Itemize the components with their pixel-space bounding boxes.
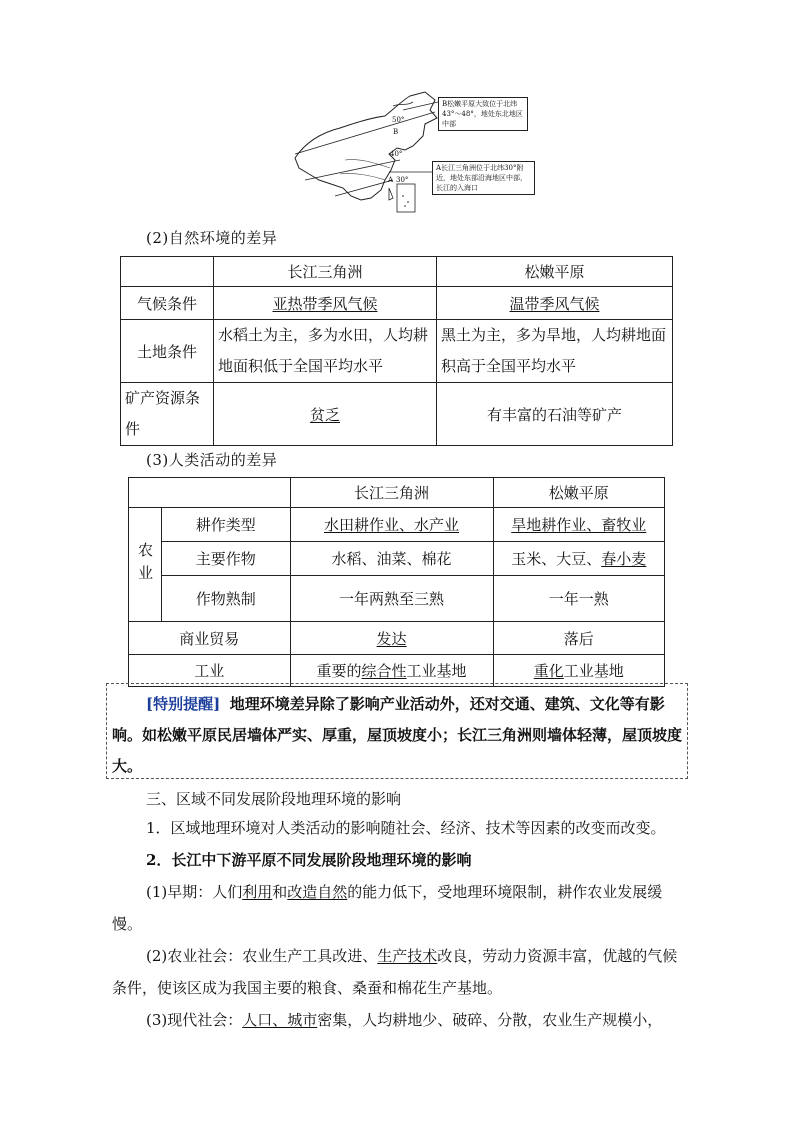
cell-trade-songnen: 落后 — [493, 622, 664, 655]
paragraph-2: 2．长江中下游平原不同发展阶段地理环境的影响 — [146, 851, 472, 869]
cell-land-yangtze: 水稻土为主，多为水田，人均耕地面积低于全国平均水平 — [214, 320, 437, 383]
cell-industry-songnen: 重化工业基地 — [493, 655, 664, 687]
lat-label-40: 40° — [390, 150, 403, 158]
point-label-a: A — [388, 176, 394, 184]
row-label-farming-type: 耕作类型 — [162, 508, 291, 542]
cell-land-songnen: 黑土为主，多为旱地，人均耕地面积高于全国平均水平 — [437, 320, 673, 383]
cell-mineral-songnen: 有丰富的石油等矿产 — [437, 383, 673, 446]
point-label-b: B — [393, 128, 399, 136]
cell-trade-yangtze: 发达 — [290, 622, 493, 655]
paragraph-agricultural: (2)农业社会：农业生产工具改进、生产技术改良，劳动力资源丰富，优越的气候条件，使该区成为我国主要的粮食、桑蚕和棉花生产基地。 — [112, 947, 678, 997]
callout-songnen: B松嫩平原大致位于北纬43°～48°，地处东北地区中部 — [438, 97, 528, 131]
row-label-crops: 主要作物 — [162, 542, 291, 576]
callout-yangtze: A长江三角洲位于北纬30°附近，地处东部沿海地区中部，长江的入海口 — [432, 161, 535, 195]
cell-farming-yangtze: 水田耕作业、水产业 — [290, 508, 493, 542]
natural-env-table — [120, 256, 673, 446]
cell-climate-yangtze: 亚热带季风气候 — [214, 287, 437, 320]
latitude-line-40 — [305, 160, 400, 180]
row-label-cropping: 作物熟制 — [162, 576, 291, 622]
human-activity-table — [128, 477, 665, 687]
table-corner — [129, 478, 291, 508]
paragraph-early: (1)早期：人们利用和改造自然的能力低下，受地理环境限制，耕作农业发展缓慢。 — [112, 883, 663, 933]
cell-cropping-yangtze: 一年两熟至三熟 — [290, 576, 493, 622]
cell-farming-songnen: 旱地耕作业、畜牧业 — [493, 508, 664, 542]
paragraph-1: 1．区域地理环境对人类活动的影响随社会、经济、技术等因素的改变而改变。 — [146, 819, 666, 837]
col-header-songnen: 松嫩平原 — [437, 257, 673, 287]
cell-mineral-yangtze: 贫乏 — [214, 383, 437, 446]
paragraph-modern: (3)现代社会：人口、城市密集，人均耕地少、破碎、分散，农业生产规模小， — [146, 1011, 663, 1029]
row-label-trade: 商业贸易 — [129, 622, 291, 655]
cell-crops-yangtze: 水稻、油菜、棉花 — [290, 542, 493, 576]
cell-climate-songnen: 温带季风气候 — [437, 287, 673, 320]
cell-crops-songnen: 玉米、大豆、春小麦 — [493, 542, 664, 576]
special-reminder-tag: [特别提醒] — [146, 695, 221, 713]
south-sea-inset — [397, 184, 415, 212]
row-label-land: 土地条件 — [121, 320, 214, 383]
special-reminder-text: [特别提醒] 地理环境差异除了影响产业活动外，还对交通、建筑、文化等有影响。如松嫩平原民居墙体严实、厚重，屋顶坡度小；长江三角洲则墙体轻薄，屋顶坡度大。 — [112, 695, 683, 775]
section-human-title: (3)人类活动的差异 — [146, 451, 278, 469]
col-header-yangtze: 长江三角洲 — [214, 257, 437, 287]
table-corner — [121, 257, 214, 287]
lat-label-30: 30° — [396, 176, 409, 184]
cell-cropping-songnen: 一年一熟 — [493, 576, 664, 622]
latitude-line-50 — [295, 112, 435, 154]
row-label-industry: 工业 — [129, 655, 291, 687]
col-header-songnen: 松嫩平原 — [493, 478, 664, 508]
row-label-mineral: 矿产资源条件 — [121, 383, 214, 446]
row-label-agriculture: 农业 — [129, 508, 162, 622]
col-header-yangtze: 长江三角洲 — [290, 478, 493, 508]
callout-b-pointer — [403, 102, 438, 110]
lat-label-50: 50° — [392, 116, 405, 124]
cell-industry-yangtze: 重要的综合性工业基地 — [290, 655, 493, 687]
section-three-heading: 三、区域不同发展阶段地理环境的影响 — [146, 790, 402, 808]
section-natural-title: (2)自然环境的差异 — [146, 229, 278, 247]
row-label-climate: 气候条件 — [121, 287, 214, 320]
